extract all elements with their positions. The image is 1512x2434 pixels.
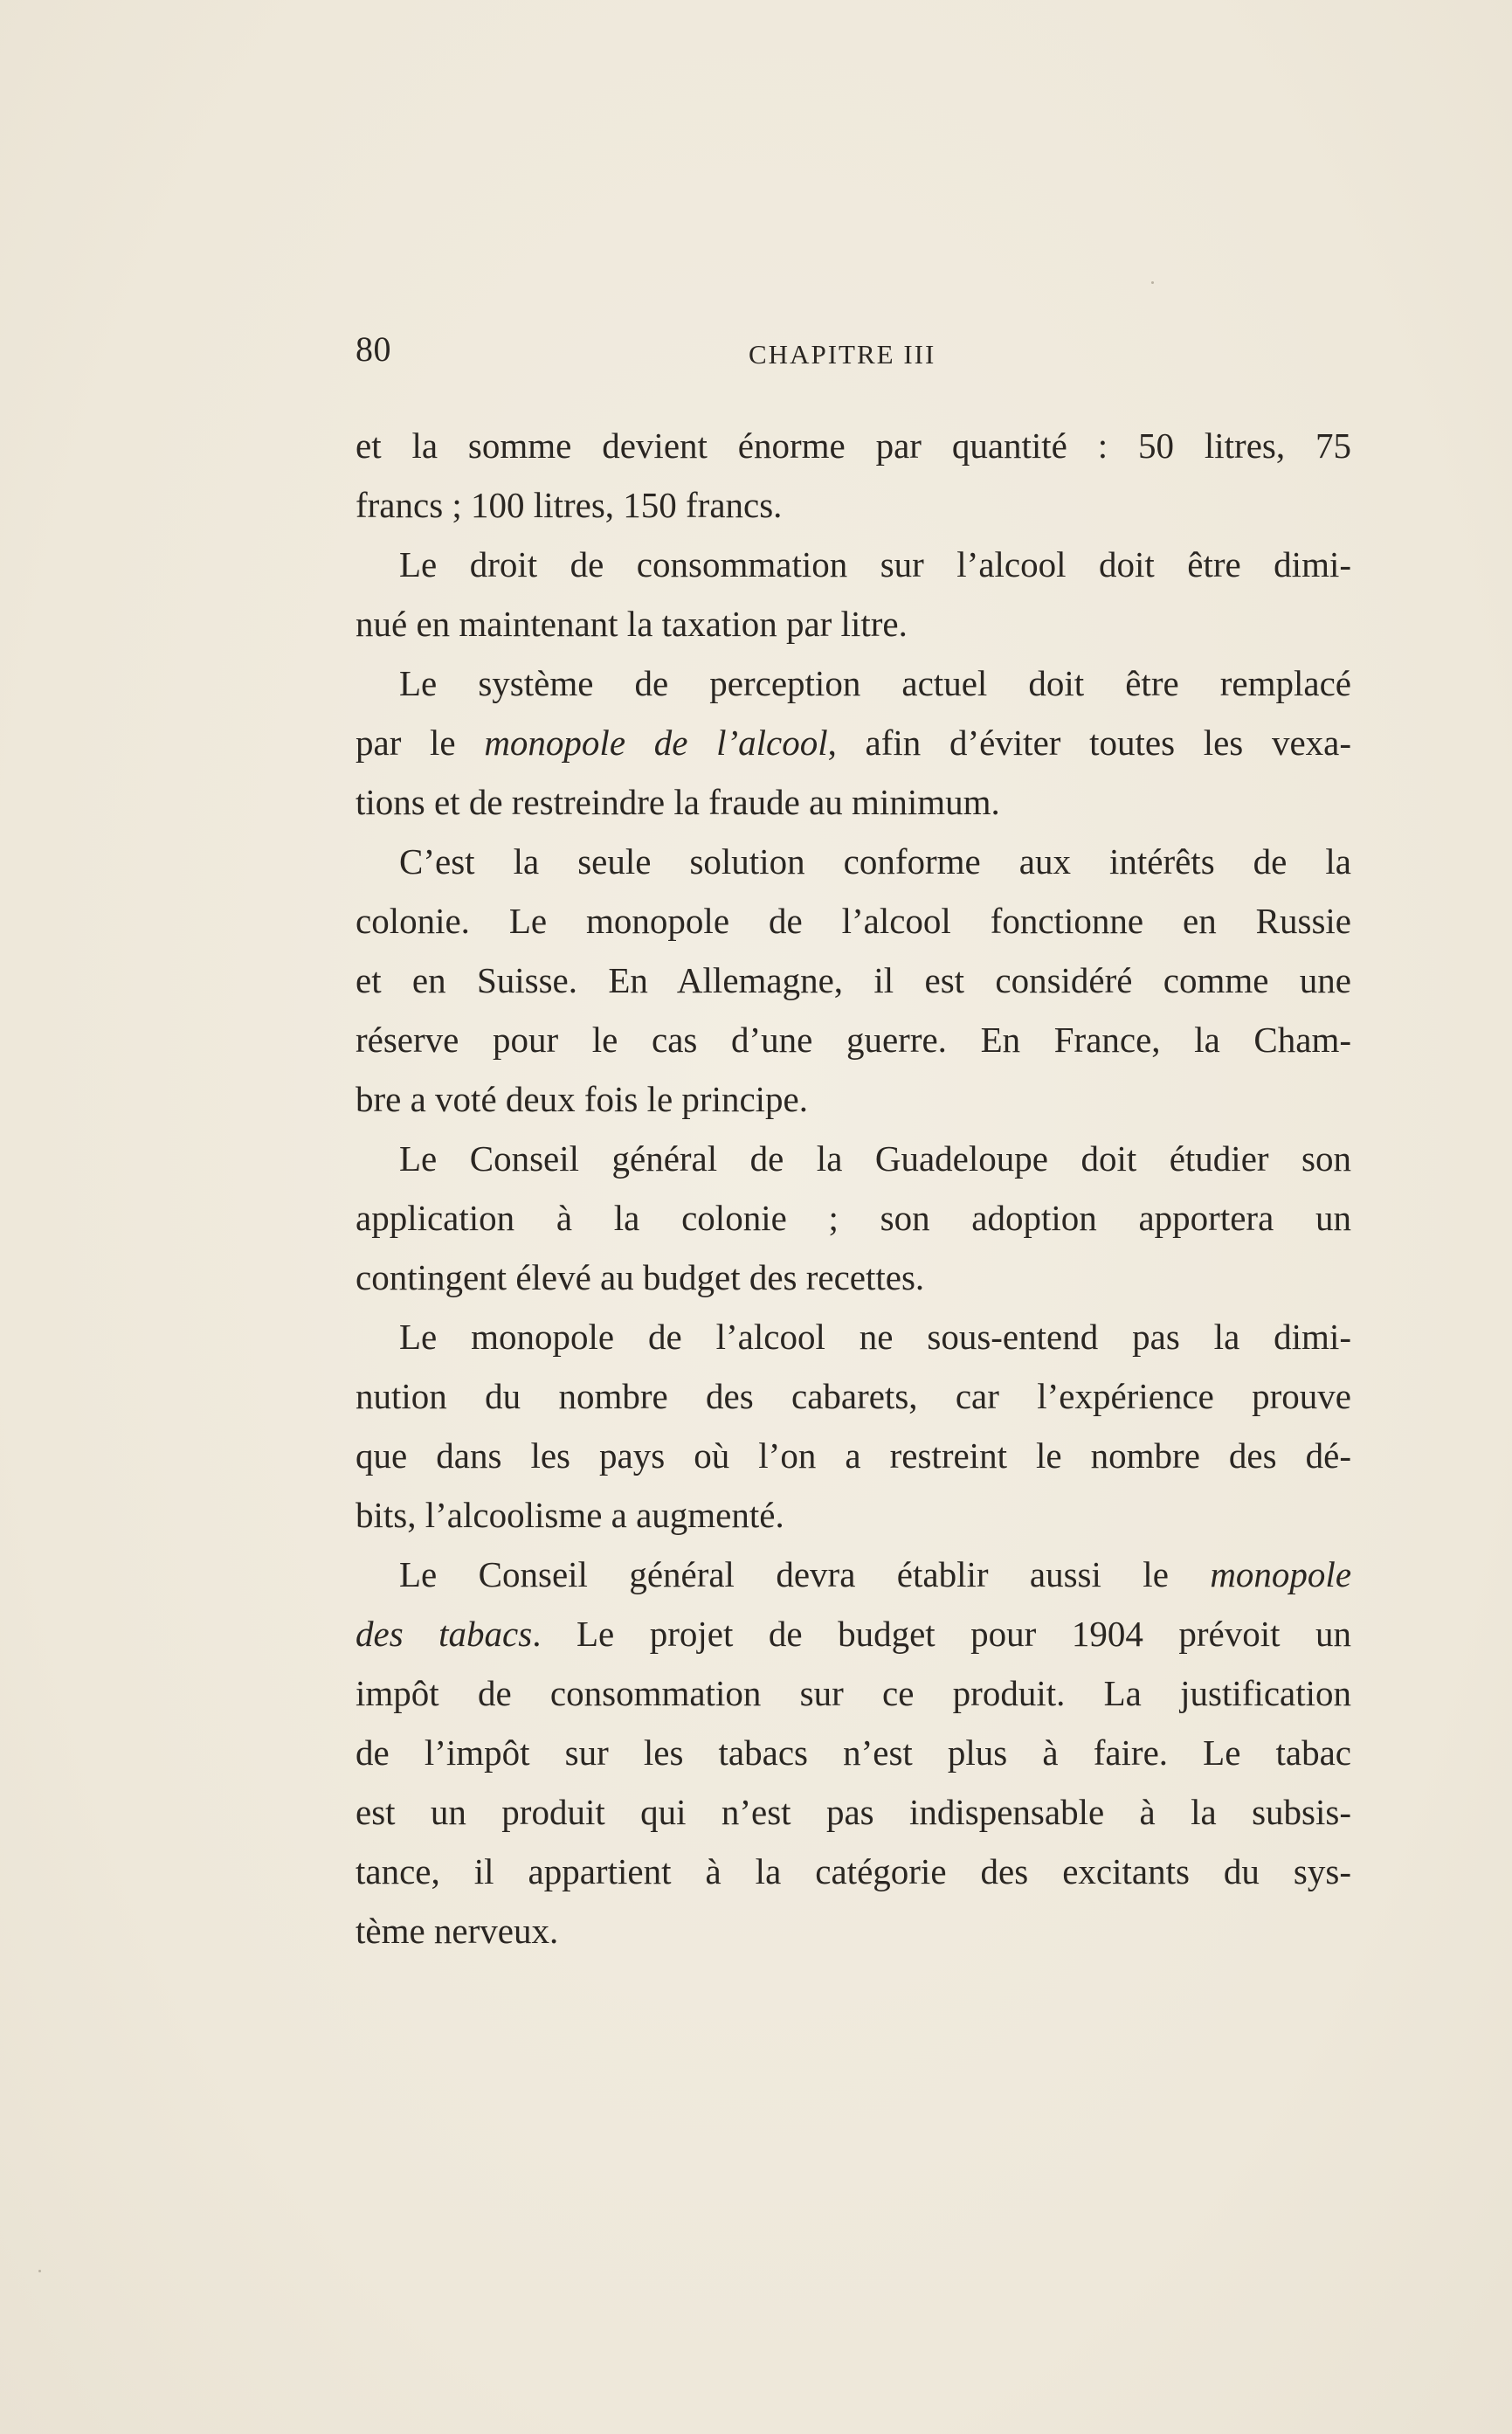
text-segment: . Le projet de budget pour 1904 prévoit un <box>532 1614 1352 1654</box>
text-line: Le système de perception actuel doit être remplacé <box>399 663 1351 703</box>
paragraph <box>356 1307 1351 1545</box>
text-line: Le Conseil général de la Guadeloupe doit étudier son <box>399 1138 1351 1179</box>
text-segment: Le Conseil général devra établir aussi le <box>399 1554 1169 1594</box>
text-line <box>356 1545 1351 1604</box>
text-line: nué en maintenant la taxation par litre. <box>356 604 908 644</box>
italic-term: des tabacs <box>356 1614 533 1654</box>
paragraph <box>356 535 1351 653</box>
text-line: est un produit qui n’est pas indispensable à la subsis- <box>356 1792 1351 1832</box>
text-line: francs ; 100 litres, 150 francs. <box>356 485 783 525</box>
paragraph <box>356 1545 1351 1960</box>
text-line: tions et de restreindre la fraude au minimum. <box>356 782 1000 822</box>
paragraph <box>356 832 1351 1129</box>
text-line: colonie. Le monopole de l’alcool fonctionne en Russie <box>356 901 1351 941</box>
text-line: réserve pour le cas d’une guerre. En France, la Cham- <box>356 1020 1351 1060</box>
paragraph <box>356 1129 1351 1307</box>
paragraph <box>356 416 1351 535</box>
text-segment: , afin d’éviter toutes les vexa- <box>827 723 1351 763</box>
text-line: bre a voté deux fois le principe. <box>356 1079 809 1119</box>
page-header <box>356 328 1351 381</box>
text-line: Le monopole de l’alcool ne sous-entend pas la dimi- <box>399 1317 1351 1357</box>
text-line <box>356 1604 1351 1663</box>
text-line: et en Suisse. En Allemagne, il est considéré comme une <box>356 960 1351 1000</box>
text-line: que dans les pays où l’on a restreint le nombre des dé- <box>356 1435 1351 1476</box>
text-line: Le droit de consommation sur l’alcool doit être dimi- <box>399 544 1351 584</box>
text-line: impôt de consommation sur ce produit. La justification <box>356 1673 1351 1713</box>
text-segment: par le <box>356 723 456 763</box>
italic-term: monopole de l’alcool <box>484 723 828 763</box>
text-line: tème nerveux. <box>356 1911 559 1951</box>
text-line: nution du nombre des cabarets, car l’expérience prouve <box>356 1376 1351 1416</box>
paragraph <box>356 653 1351 832</box>
paper-speck <box>1151 281 1154 284</box>
text-line <box>356 713 1351 772</box>
text-line: bits, l’alcoolisme a augmenté. <box>356 1495 784 1535</box>
page-number: 80 <box>356 329 391 369</box>
text-line: et la somme devient énorme par quantité : 50 litres, 75 <box>356 425 1351 466</box>
paper-speck <box>38 2270 41 2272</box>
body-text <box>356 416 1351 1960</box>
text-line: tance, il appartient à la catégorie des excitants du sys- <box>356 1851 1351 1891</box>
text-line: C’est la seule solution conforme aux intérêts de la <box>399 841 1351 882</box>
running-title: CHAPITRE III <box>749 339 936 370</box>
text-line: application à la colonie ; son adoption apportera un <box>356 1198 1351 1238</box>
italic-term: monopole <box>1210 1554 1352 1594</box>
text-line: de l’impôt sur les tabacs n’est plus à faire. Le tabac <box>356 1732 1351 1773</box>
text-line: contingent élevé au budget des recettes. <box>356 1257 925 1297</box>
